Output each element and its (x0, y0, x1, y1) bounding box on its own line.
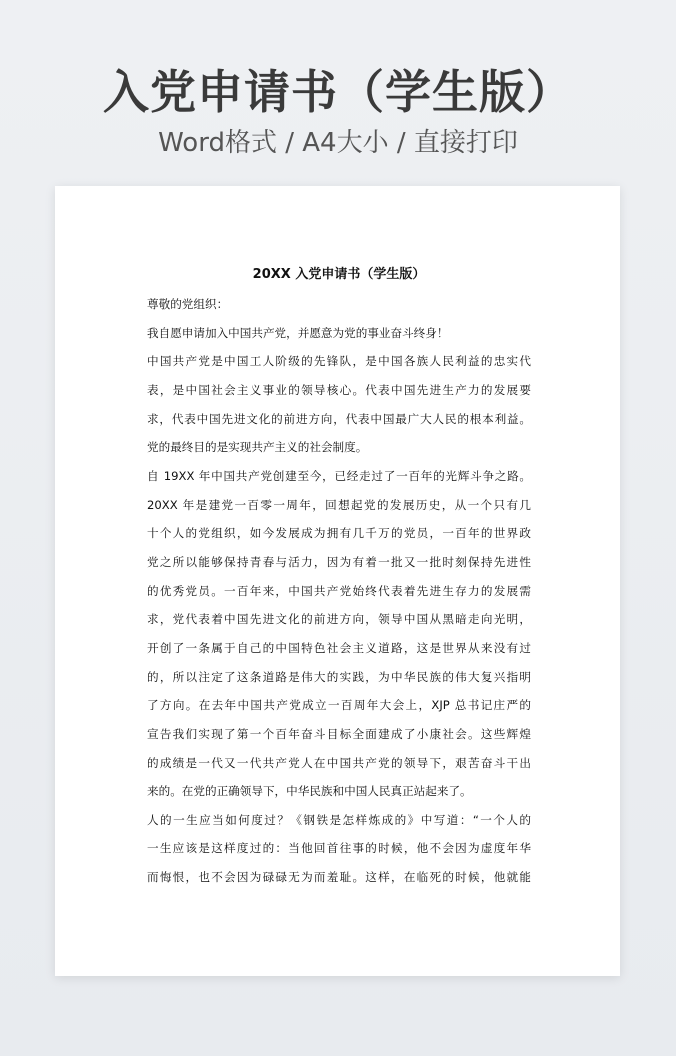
document-page (55, 186, 620, 976)
banner-subtitle: Word格式 / A4大小 / 直接打印 (158, 128, 518, 158)
body-line: 来的。在党的正确领导下，中华民族和中国人民真正站起来了。 (147, 784, 472, 799)
body-line: 的，所以注定了这条道路是伟大的实践，为中华民族的伟大复兴指明 (147, 669, 531, 684)
body-line: 我自愿申请加入中国共产党，并愿意为党的事业奋斗终身！ (147, 325, 449, 340)
body-line: 了方向。在去年中国共产党成立一百周年大会上，XJP 总书记庄严的 (147, 698, 531, 713)
header-banner (0, 62, 676, 160)
body-line: 求，党代表着中国先进文化的前进方向，领导中国从黑暗走向光明， (147, 612, 531, 627)
document-body (147, 260, 531, 892)
body-line: 十个人的党组织，如今发展成为拥有几千万的党员，一百年的世界政 (147, 526, 531, 541)
body-line: 党的最终目的是实现共产主义的社会制度。 (147, 440, 368, 455)
body-line: 宣告我们实现了第一个百年奋斗目标全面建成了小康社会。这些辉煌 (147, 726, 531, 741)
body-line: 的成绩是一代又一代共产党人在中国共产党的领导下，艰苦奋斗干出 (147, 755, 531, 770)
body-line: 而悔恨，也不会因为碌碌无为而羞耻。这样，在临死的时候，他就能 (147, 870, 531, 885)
body-line: 人的一生应当如何度过？《钢铁是怎样炼成的》中写道：“一个人的 (147, 812, 531, 827)
body-line: 20XX 年是建党一百零一周年，回想起党的发展历史，从一个只有几 (147, 497, 531, 512)
document-title: 20XX 入党申请书（学生版） (252, 267, 426, 282)
body-line: 开创了一条属于自己的中国特色社会主义道路，这是世界从来没有过 (147, 640, 531, 655)
body-line: 的优秀党员。一百年来，中国共产党始终代表着先进生存力的发展需 (147, 583, 531, 598)
body-line: 表，是中国社会主义事业的领导核心。代表中国先进生产力的发展要 (147, 382, 531, 397)
body-line: 求，代表中国先进文化的前进方向，代表中国最广大人民的根本利益。 (147, 411, 531, 426)
salutation-line: 尊敬的党组织： (147, 297, 229, 311)
body-line: 中国共产党是中国工人阶级的先锋队，是中国各族人民利益的忠实代 (147, 354, 531, 369)
body-line: 一生应该是这样度过的：当他回首往事的时候，他不会因为虚度年华 (147, 841, 531, 856)
banner-title: 入党申请书（学生版） (103, 65, 573, 119)
body-line: 自 19XX 年中国共产党创建至今，已经走过了一百年的光辉斗争之路。 (147, 468, 531, 483)
body-line: 党之所以能够保持青春与活力，因为有着一批又一批时刻保持先进性 (147, 554, 531, 569)
